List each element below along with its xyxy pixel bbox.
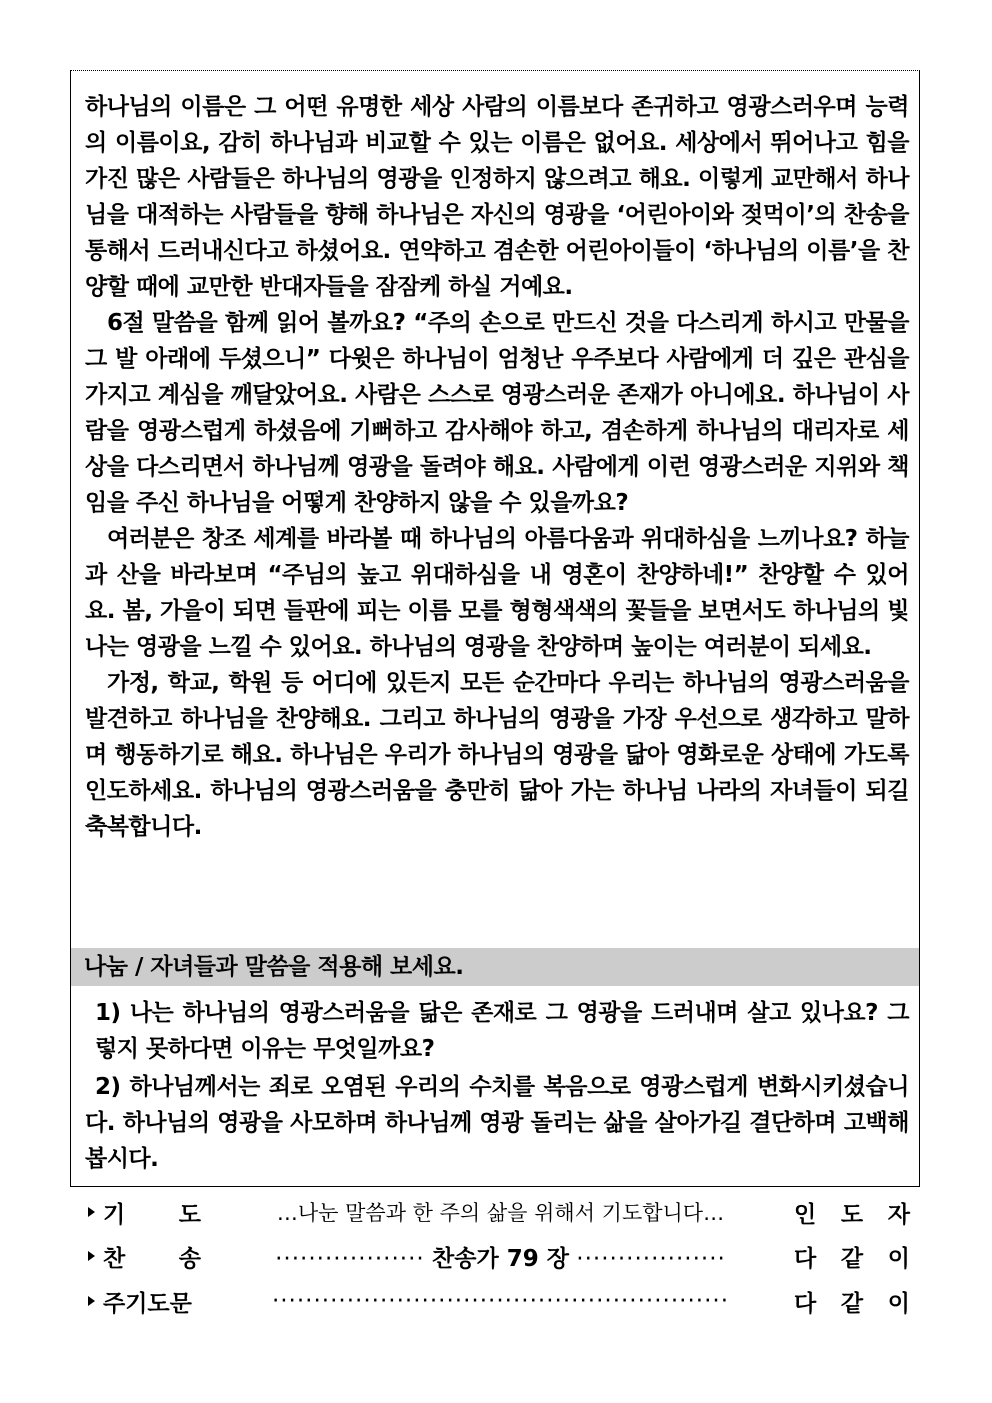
sharing-title: 나눔 / 자녀들과 말씀을 적용해 보세요.	[84, 954, 464, 980]
sharing-questions	[85, 995, 909, 1179]
order-leader-lords-prayer: 다 같 이	[794, 1290, 910, 1317]
hymn-number: 찬송가 79 장	[432, 1245, 569, 1272]
paragraph-2: 6절 말씀을 함께 읽어 볼까요? “주의 손으로 만드신 것을 다스리게 하시고 만물을 그 발 아래에 두셨으니” 다윗은 하나님이 엄청난 우주보다 사람에게 더 깊은 관심을 가지고 계심을 깨달았어요. 사람은 스스로 영광스러운 존재가 아니에요. 하나님이 사람을 영광스럽게 하셨음에 기뻐하고 감사해야 하고, 겸손하게 하나님의 대리자로 세상을 다스리면서 하나님께 영광을 돌려야 해요. 사람에게 이런 영광스러운 지위와 책임을 주신 하나님을 어떻게 찬양하지 않을 수 있을까요?	[85, 310, 909, 516]
leader-dots: ··················	[576, 1245, 726, 1272]
paragraph-3: 여러분은 창조 세계를 바라볼 때 하나님의 아름다움과 위대하심을 느끼나요? 하늘과 산을 바라보며 “주님의 높고 위대하심을 내 영혼이 찬양하네!” 찬양할 수 있어요. 봄, 가을이 되면 들판에 피는 이름 모를 형형색색의 꽃들을 보면서도 하나님의 빛나는 영광을 느낄 수 있어요. 하나님의 영광을 찬양하며 높이는 여러분이 되세요.	[85, 526, 909, 660]
order-leader-prayer: 인 도 자	[794, 1201, 910, 1228]
question-1: 1) 나는 하나님의 영광스러움을 닮은 존재로 그 영광을 드러내며 살고 있나요? 그렇지 못하다면 이유는 무엇일까요?	[95, 1000, 909, 1062]
question-2: 2) 하나님께서는 죄로 오염된 우리의 수치를 복음으로 영광스럽게 변화시키셨습니다. 하나님의 영광을 사모하며 하나님께 영광 돌리는 삶을 살아가길 결단하며 고백해 봅시다.	[85, 1074, 909, 1172]
lords-prayer-dots	[221, 1288, 780, 1314]
order-label-hymn: 찬 송	[103, 1245, 201, 1272]
paragraph-4: 가정, 학교, 학원 등 어디에 있든지 모든 순간마다 우리는 하나님의 영광스러움을 발견하고 하나님을 찬양해요. 그리고 하나님의 영광을 가장 우선으로 생각하고 말하며 행동하기로 해요. 하나님은 우리가 하나님의 영광을 닮아 영화로운 상태에 가도록 인도하세요. 하나님의 영광스러움을 충만히 닮아 가는 하나님 나라의 자녀들이 되길 축복합니다.	[85, 670, 909, 840]
order-label-lords-prayer: 주기도문	[103, 1290, 192, 1317]
order-row-hymn	[88, 1234, 910, 1278]
paragraph-1: 하나님의 이름은 그 어떤 유명한 세상 사람의 이름보다 존귀하고 영광스러우며 능력의 이름이요, 감히 하나님과 비교할 수 있는 이름은 없어요. 세상에서 뛰어나고 힘을 가진 많은 사람들은 하나님의 영광을 인정하지 않으려고 해요. 이렇게 교만해서 하나님을 대적하는 사람들을 향해 하나님은 자신의 영광을 ‘어린아이와 젖먹이’의 찬송을 통해서 드러내신다고 하셨어요. 연약하고 겸손한 어린아이들이 ‘하나님의 이름’을 찬양할 때에 교만한 반대자들을 잠잠케 하실 거예요.	[85, 94, 909, 300]
order-leader-hymn: 다 같 이	[794, 1245, 910, 1272]
leader-dots: ··················	[275, 1245, 425, 1272]
triangle-bullet-icon	[88, 1296, 95, 1306]
leader-dots: ·······················································	[271, 1288, 730, 1314]
worship-order	[88, 1190, 910, 1324]
order-row-lords-prayer	[88, 1278, 910, 1324]
triangle-bullet-icon	[88, 1251, 95, 1261]
order-row-prayer	[88, 1190, 910, 1234]
hymn-description	[221, 1240, 780, 1273]
prayer-description: …나눈 말씀과 한 주의 삶을 위해서 기도합니다…	[276, 1201, 725, 1225]
triangle-bullet-icon	[88, 1207, 95, 1217]
order-label-prayer: 기 도	[103, 1201, 201, 1228]
sermon-content-box	[70, 70, 920, 1187]
sermon-body	[85, 89, 909, 845]
sharing-header-band	[71, 948, 919, 986]
